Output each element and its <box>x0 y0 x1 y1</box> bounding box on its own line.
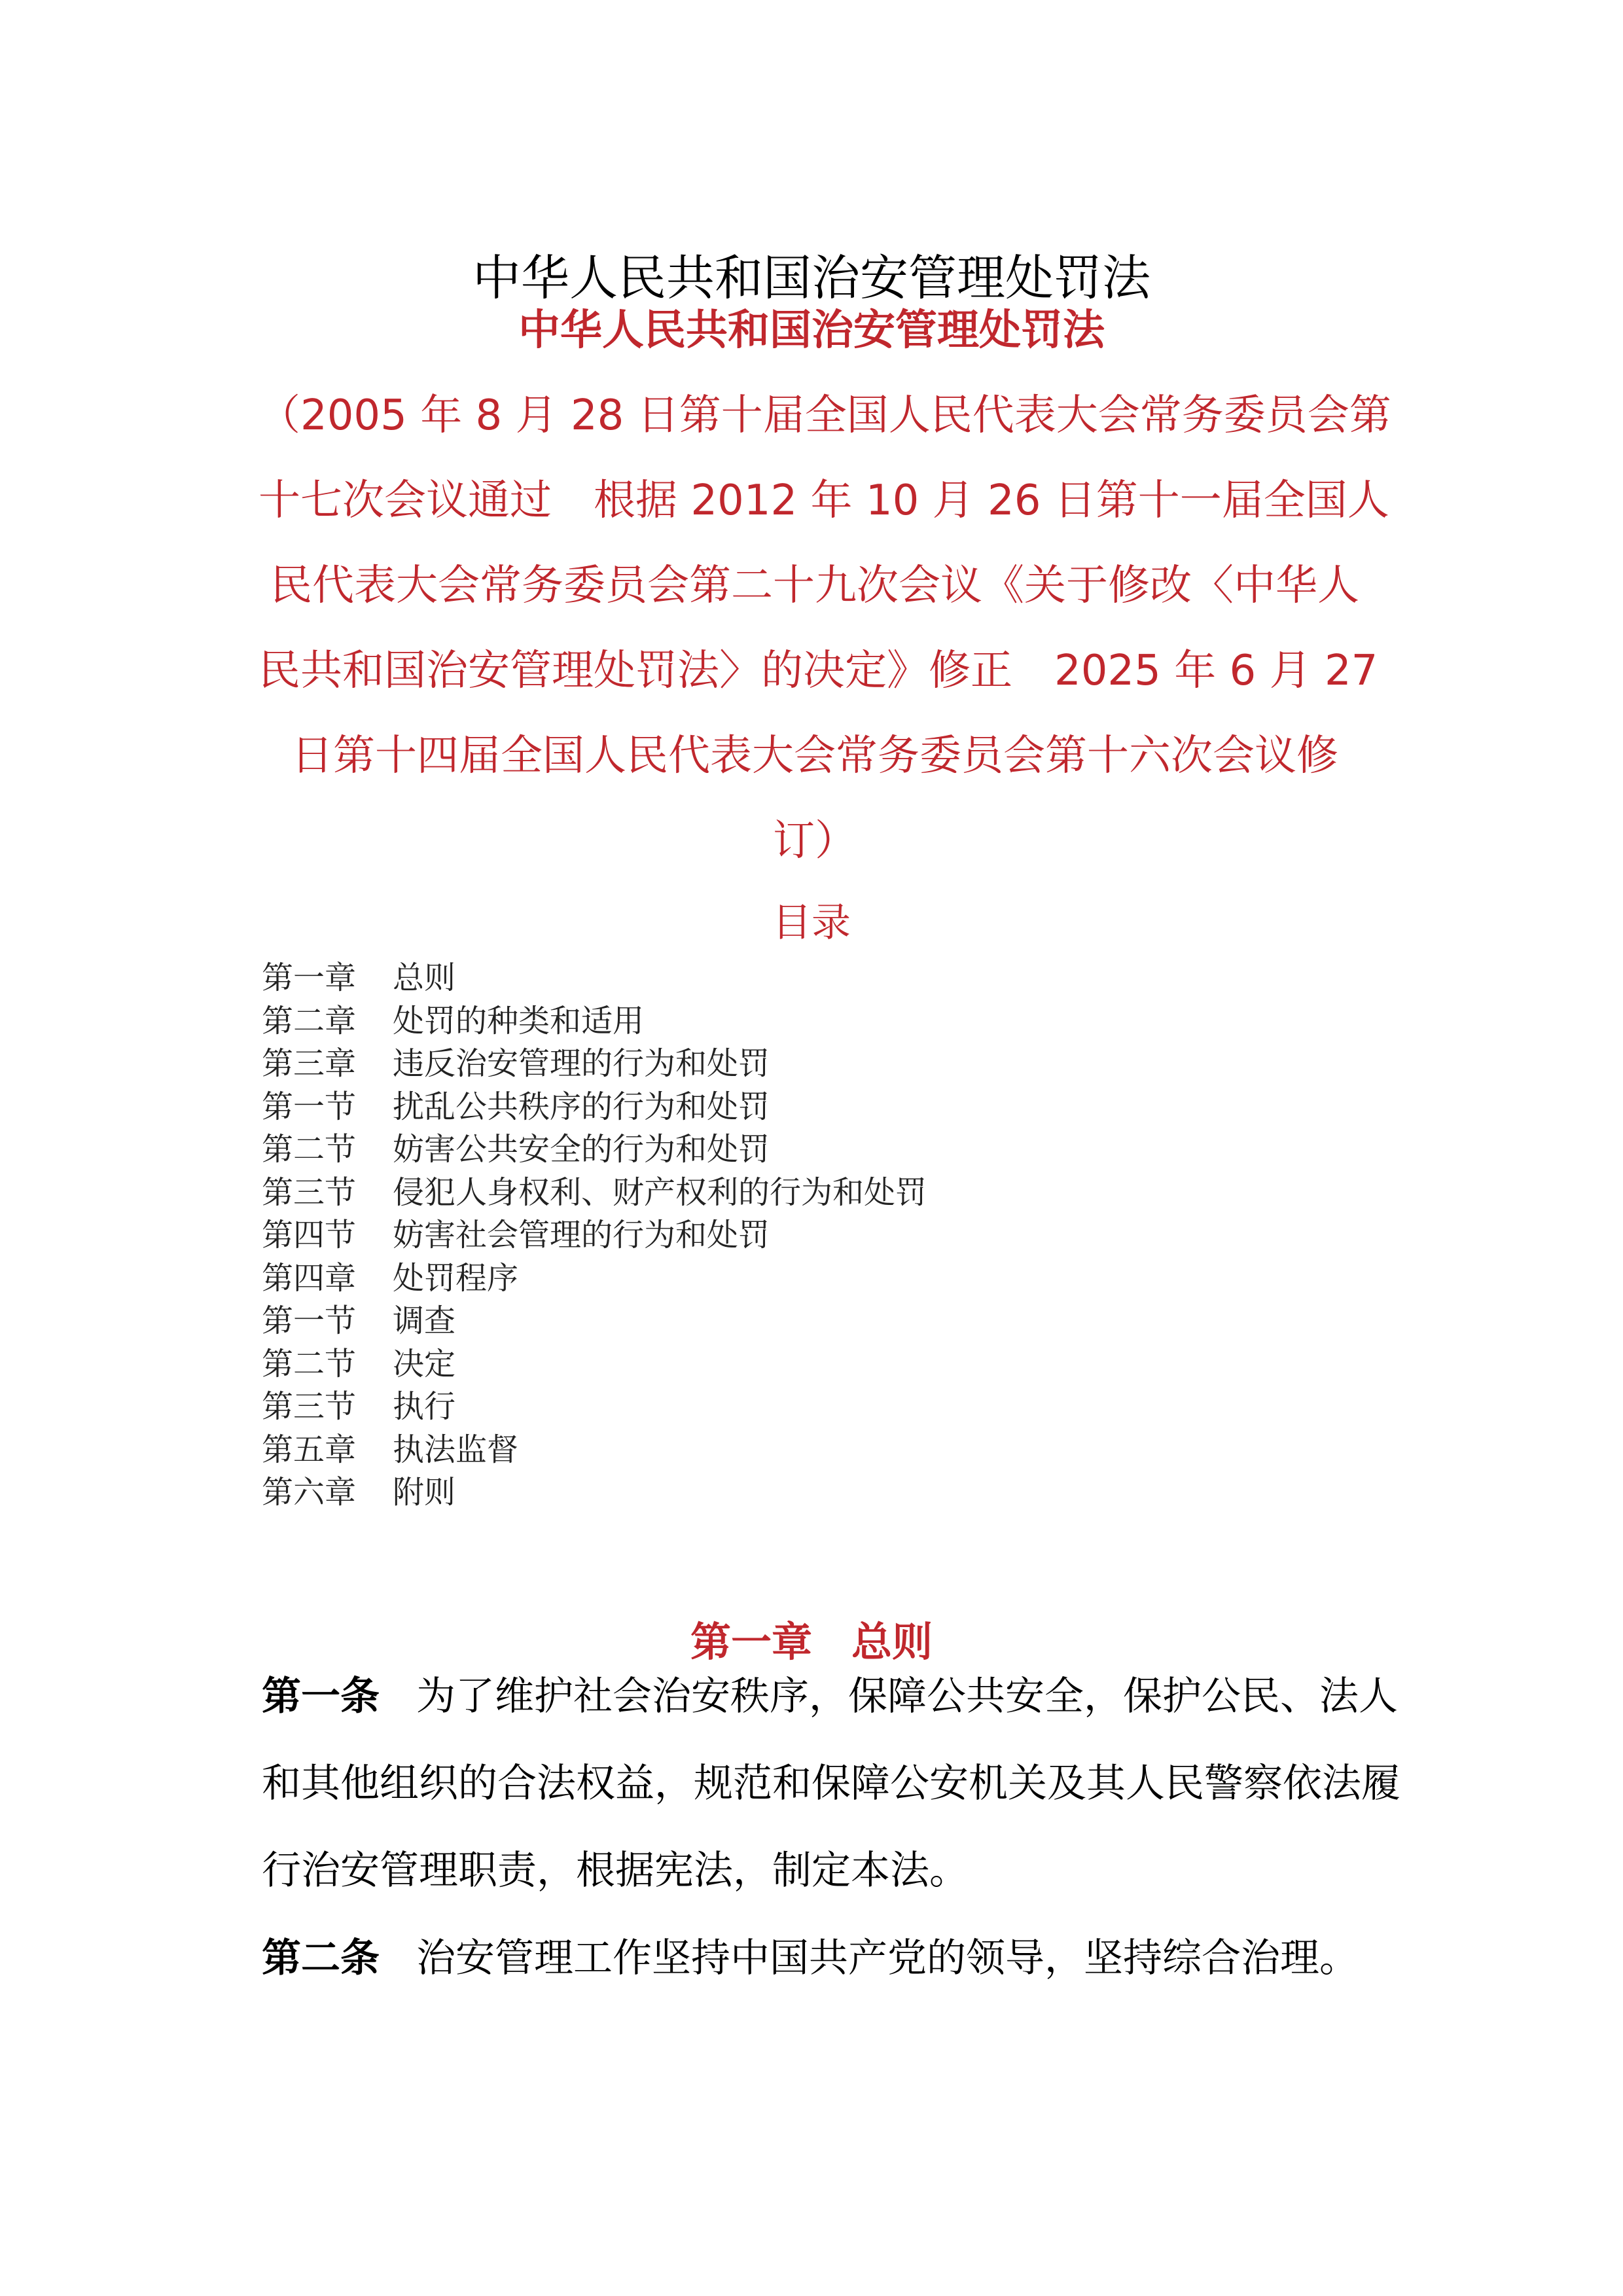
toc-item-number: 第三节 <box>262 1174 357 1211</box>
toc-item-title: 违反治安管理的行为和处罚 <box>393 1045 770 1082</box>
chapter-title: 总则 <box>851 1618 933 1666</box>
article <box>262 1653 1400 1914</box>
toc-item[interactable] <box>262 1429 1374 1472</box>
article-line <box>262 1653 1398 1740</box>
toc-item-title: 总则 <box>393 960 456 996</box>
article-line <box>262 1915 1381 2002</box>
revision-note-line: 日第十四届全国人民代表大会常务委员会第十六次会议修 <box>291 732 1338 780</box>
toc-item-title: 附则 <box>393 1474 456 1511</box>
toc-item-number: 第一章 <box>262 960 357 996</box>
page-title: 中华人民共和国治安管理处罚法 <box>473 249 1150 306</box>
revision-note-line: 订） <box>773 817 857 865</box>
revision-note-line: 十七次会议通过 根据 2012 年 10 月 26 日第十一届全国人 <box>259 476 1389 525</box>
article-number: 第二条 <box>262 1935 380 1981</box>
toc-item-title: 侵犯人身权利、财产权利的行为和处罚 <box>393 1174 927 1211</box>
toc-item-number: 第二节 <box>262 1131 357 1168</box>
article-text: 为了维护社会治安秩序，保障公共安全，保护公民、法人 <box>416 1674 1398 1719</box>
toc-heading: 目录 <box>772 900 851 946</box>
toc-item-number: 第五章 <box>262 1431 357 1468</box>
toc-item-number: 第二章 <box>262 1002 357 1039</box>
toc-item-title: 扰乱公共秩序的行为和处罚 <box>393 1088 770 1125</box>
table-of-contents <box>262 957 1374 1515</box>
toc-item-number: 第三节 <box>262 1388 357 1425</box>
revision-note <box>259 373 1391 884</box>
toc-item-title: 妨害公共安全的行为和处罚 <box>393 1131 770 1168</box>
article-number: 第一条 <box>262 1674 380 1719</box>
revision-note-line: 民代表大会常务委员会第二十九次会议《关于修改〈中华人 <box>270 562 1359 610</box>
toc-item-number: 第四节 <box>262 1217 357 1253</box>
toc-item[interactable] <box>262 1128 1374 1172</box>
toc-item-title: 执法监督 <box>393 1431 519 1468</box>
toc-item-number: 第六章 <box>262 1474 357 1511</box>
toc-item-title: 调查 <box>393 1302 456 1339</box>
toc-item[interactable] <box>262 1214 1374 1257</box>
article-line: 和其他组织的合法权益，规范和保障公安机关及其人民警察依法履 <box>262 1761 1400 1806</box>
toc-item-title: 执行 <box>393 1388 456 1425</box>
toc-item[interactable] <box>262 1257 1374 1300</box>
toc-item-number: 第一节 <box>262 1088 357 1125</box>
toc-item-title: 处罚程序 <box>393 1259 519 1297</box>
article-text: 治安管理工作坚持中国共产党的领导，坚持综合治理。 <box>416 1935 1359 1981</box>
toc-item[interactable] <box>262 1086 1374 1129</box>
toc-item[interactable] <box>262 1300 1374 1343</box>
article-line: 行治安管理职责，根据宪法，制定本法。 <box>262 1848 969 1893</box>
chapter-number: 第一章 <box>690 1618 812 1666</box>
toc-item[interactable] <box>262 1043 1374 1086</box>
toc-item[interactable] <box>262 1343 1374 1386</box>
toc-item[interactable] <box>262 1000 1374 1043</box>
toc-item[interactable] <box>262 1172 1374 1215</box>
revision-note-line: 民共和国治安管理处罚法〉的决定》修正 2025 年 6 月 27 <box>259 647 1378 695</box>
toc-item-title: 妨害社会管理的行为和处罚 <box>393 1217 770 1253</box>
toc-item-number: 第一节 <box>262 1302 357 1339</box>
toc-item-title: 处罚的种类和适用 <box>393 1002 645 1039</box>
toc-item-number: 第四章 <box>262 1259 357 1297</box>
toc-item[interactable] <box>262 957 1374 1000</box>
toc-item[interactable] <box>262 1471 1374 1515</box>
toc-item-number: 第三章 <box>262 1045 357 1082</box>
toc-item-title: 决定 <box>393 1345 456 1382</box>
toc-item[interactable] <box>262 1386 1374 1429</box>
subtitle: 中华人民共和国治安管理处罚法 <box>518 306 1105 355</box>
revision-note-line: （2005 年 8 月 28 日第十届全国人民代表大会常务委员会第 <box>259 391 1391 440</box>
article <box>262 1915 1381 2002</box>
toc-item-number: 第二节 <box>262 1345 357 1382</box>
